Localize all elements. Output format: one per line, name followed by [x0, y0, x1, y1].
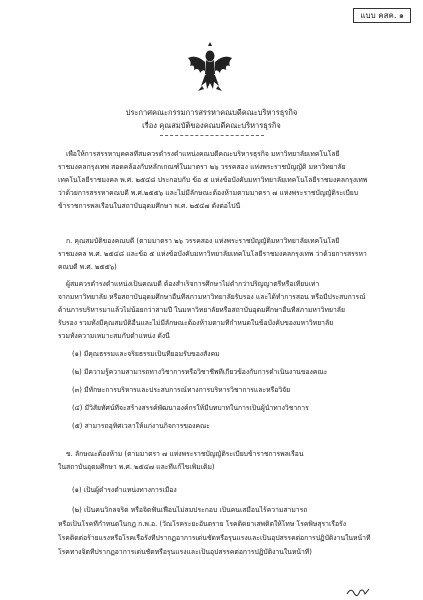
body-line: เทคโนโลยีราชมงคล พ.ศ. ๒๕๔๘ ประกอบกับ ข้อ ๕ แห่งข้อบังคับมหาวิทยาลัยเทคโนโลยีราชมงคลกรุงเทพ	[58, 176, 368, 184]
list-item: (๕) สามารถอุทิศเวลาให้แก่งานกิจการของคณะ	[72, 422, 210, 430]
list-item: (๒) เป็นคนวิกลจริต หรือจิตฟั่นเฟือนไม่สมประกอบ เป็นคนเสมือนไร้ความสามารถ	[72, 506, 308, 514]
body-line: ราชมงคลกรุงเทพ สอดคล้องกับหลักเกณฑ์ในมาตรา ๒๖ วรรคสอง แห่งพระราชบัญญัติ มหาวิทยาลัย	[58, 163, 346, 171]
list-item: (๑) เป็นผู้ดำรงตำแหน่งทางการเมือง	[72, 486, 177, 494]
title-separator	[160, 135, 264, 136]
list-item: (๑) มีคุณธรรมและจริยธรรมเป็นที่ยอมรับของสังคม	[72, 350, 220, 358]
list-item: (๓) มีทักษะการบริหารและประสบการณ์ทางการบริหารวิชาการและหรือวิจัย	[72, 386, 291, 394]
form-code-box: แบบ คสค. ๑	[353, 8, 411, 23]
body-line: โรคทางจิตที่ปรากฏอาการเด่นชัดหรือรุนแรงและเป็นอุปสรรคต่อการปฏิบัติงานในหน้าที่)	[58, 548, 312, 556]
list-item: (๔) มีวิสัยทัศน์ที่จะสร้างสรรค์พัฒนาองค์กรให้มีบทบาทในการเป็นผู้นำทางวิชาการ	[72, 404, 309, 412]
list-item: (๒) มีความรู้ความสามารถทางวิชาการหรือวิชาชีพที่เกี่ยวข้องกับการดำเนินงานของคณะ	[72, 368, 328, 376]
body-line: รับรอง รวมทั้งมีคุณสมบัติอื่นและไม่มีลักษณะต้องห้ามตามที่กำหนดในข้อบังคับของมหาวิทยาลัย	[58, 319, 334, 327]
section-heading: ก. คุณสมบัติของคณบดี (ตามมาตรา ๒๖ วรรคสอง แห่งพระราชบัญญัติมหาวิทยาลัยเทคโนโลยี	[66, 237, 340, 245]
body-line: ว่าด้วยการสรรหาคณบดี พ.ศ.๒๕๕๖ และไม่มีลักษณะต้องห้ามตามมาตรา ๗ แห่งพระราชบัญญัติระเบียบ	[58, 189, 359, 197]
body-line: หรือเป็นโรคที่กำหนดในกฎ ก.พ.อ. (วัณโรคระยะอันตราย โรคติดยาเสพติดให้โทษ โรคพิษสุราเรื้อรัง	[58, 520, 347, 528]
garuda-emblem-icon	[186, 42, 234, 92]
body-line: ในสถาบันอุดมศึกษา พ.ศ. ๒๕๔๗ และที่แก้ไขเพิ่มเติม)	[58, 463, 215, 471]
signature-mark-icon	[345, 585, 371, 597]
body-line: เพื่อให้การสรรหาบุคคลที่สมควรดำรงตำแหน่งคณบดีคณะบริหารธุรกิจ มหาวิทยาลัยเทคโนโลยี	[66, 150, 340, 158]
announcement-subject: เรื่อง คุณสมบัติของคณบดีคณะบริหารธุรกิจ	[142, 121, 281, 130]
body-line: คณบดี พ.ศ. ๒๕๕๖)	[58, 263, 117, 271]
section-heading: ข. ลักษณะต้องห้าม (ตามมาตรา ๗ แห่งพระราชบัญญัติระเบียบข้าราชการพลเรือน	[66, 450, 304, 458]
body-line: รวมทั้งความเหมาะสมกับตำแหน่ง ดังนี้	[58, 332, 170, 340]
announcement-title: ประกาศคณะกรรมการสรรหาคณบดีคณะบริหารธุรกิจ	[125, 108, 298, 117]
body-line: ผู้สมควรดำรงตำแหน่งเป็นคณบดี ต้องสำเร็จการศึกษาไม่ต่ำกว่าปริญญาตรีหรือเทียบเท่า	[66, 280, 320, 288]
body-line: โรคติดต่อร้ายแรงหรือโรคเรื้อรังที่ปรากฏอาการเด่นชัดหรือรุนแรงและเป็นอุปสรรคต่อการปฏิบัติงานในหน้าที่	[58, 534, 371, 542]
body-line: ราชมงคล พ.ศ. ๒๕๔๘ และข้อ ๕ แห่งข้อบังคับมหาวิทยาลัยเทคโนโลยีราชมงคลกรุงเทพ ว่าด้วยการสรรหา	[58, 250, 367, 258]
body-line: ข้าราชการพลเรือนในสถาบันอุดมศึกษา พ.ศ. ๒๕๔๗ ดังต่อไปนี้	[58, 202, 241, 210]
body-line: ด้านการบริหารมาแล้วไม่น้อยกว่าสามปี ในมหาวิทยาลัยหรือสถาบันอุดมศึกษาอื่นที่สภามหาวิทยาลัย	[58, 306, 345, 314]
body-line: จากมหาวิทยาลัย หรือสถาบันอุดมศึกษาอื่นที่สภามหาวิทยาลัยรับรอง และได้ทำการสอน หรือมีประสบการณ์	[58, 293, 366, 301]
